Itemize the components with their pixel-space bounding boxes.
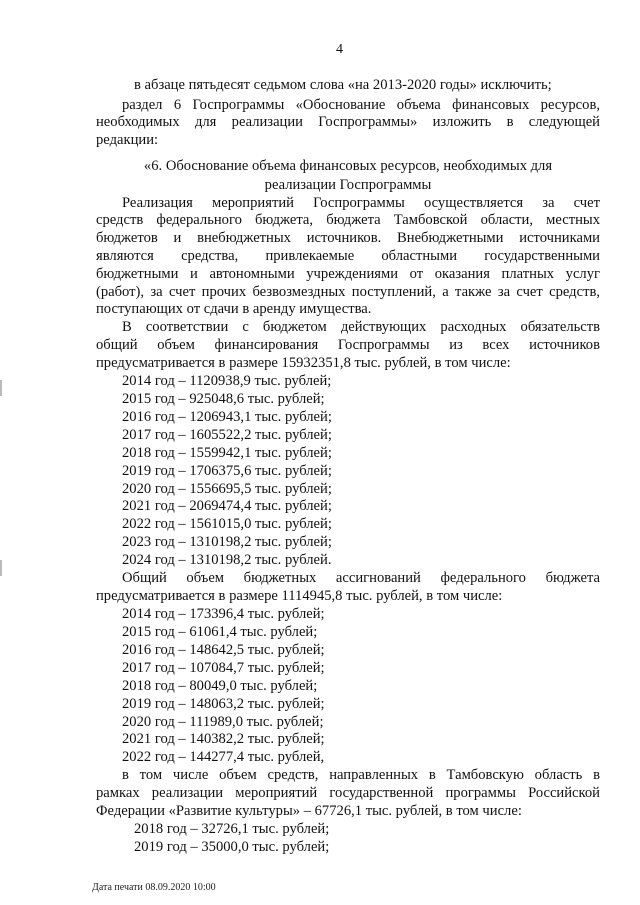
paragraph-line: В соответствии с бюджетом действующих расходных обязательств (122, 319, 600, 335)
year-line: 2023 год – 1310198,2 тыс. рублей; (122, 534, 332, 550)
paragraph-line: (работ), за счет прочих безвозмездных поступлений, а также за счет средств, (96, 284, 600, 300)
paragraph-line: в том числе объем средств, направленных в Тамбовскую область в (122, 767, 600, 783)
year-line: 2019 год – 148063,2 тыс. рублей; (122, 696, 325, 712)
section-title: реализации Госпрограммы (264, 177, 432, 193)
year-line: 2015 год – 61061,4 тыс. рублей; (122, 624, 318, 640)
paragraph-line: являются средства, привлекаемые областными государственными (96, 248, 600, 264)
scan-edge-mark (0, 380, 2, 396)
year-line: 2018 год – 1559942,1 тыс. рублей; (122, 445, 332, 461)
year-line: 2019 год – 35000,0 тыс. рублей; (134, 839, 330, 855)
year-line: 2018 год – 80049,0 тыс. рублей; (122, 678, 318, 694)
year-line: 2021 год – 2069474,4 тыс. рублей; (122, 498, 332, 514)
year-line: 2014 год – 1120938,9 тыс. рублей; (122, 373, 332, 389)
page-number: 4 (336, 42, 343, 57)
section-title: «6. Обоснование объема финансовых ресурсов, необходимых для (143, 158, 553, 174)
intro-line: редакции: (96, 132, 159, 148)
paragraph-line: средств федерального бюджета, бюджета Тамбовской области, местных (96, 212, 600, 228)
paragraph-line: общий объем финансирования Госпрограммы из всех источников (96, 337, 600, 353)
year-line: 2017 год – 107084,7 тыс. рублей; (122, 660, 325, 676)
paragraph-line: Реализация мероприятий Госпрограммы осуществляется за счет (122, 195, 600, 211)
intro-line: в абзаце пятьдесят седьмом слова «на 2013-2020 годы» исключить; (134, 77, 552, 93)
paragraph-line: поступающих от сдачи в аренду имущества. (96, 301, 372, 317)
year-line: 2019 год – 1706375,6 тыс. рублей; (122, 463, 332, 479)
year-line: 2017 год – 1605522,2 тыс. рублей; (122, 427, 332, 443)
year-line: 2020 год – 1556695,5 тыс. рублей; (122, 481, 332, 497)
year-line: 2022 год – 1561015,0 тыс. рублей; (122, 516, 332, 532)
paragraph-line: бюджетными и автономными учреждениями от оказания платных услуг (96, 266, 600, 282)
intro-line: необходимых для реализации Госпрограммы» изложить в следующей (96, 114, 600, 130)
year-line: 2018 год – 32726,1 тыс. рублей; (134, 821, 330, 837)
paragraph-line: предусматривается в размере 15932351,8 тыс. рублей, в том числе: (96, 355, 511, 371)
scan-edge-mark (0, 560, 2, 576)
intro-line: раздел 6 Госпрограммы «Обоснование объема финансовых ресурсов, (122, 97, 600, 113)
year-line: 2015 год – 925048,6 тыс. рублей; (122, 391, 325, 407)
print-date-footer: Дата печати 08.09.2020 10:00 (92, 882, 216, 893)
paragraph-line: предусматривается в размере 1114945,8 тыс. рублей, в том числе: (96, 588, 503, 604)
paragraph-line: бюджетов и внебюджетных источников. Внебюджетными источниками (96, 230, 600, 246)
paragraph-line: рамках реализации мероприятий государственной программы Российской (96, 785, 600, 801)
year-line: 2021 год – 140382,2 тыс. рублей; (122, 731, 325, 747)
paragraph-line: Федерации «Развитие культуры» – 67726,1 тыс. рублей, в том числе: (96, 803, 522, 819)
year-line: 2020 год – 111989,0 тыс. рублей; (122, 714, 324, 730)
year-line: 2024 год – 1310198,2 тыс. рублей. (122, 552, 332, 568)
year-line: 2022 год – 144277,4 тыс. рублей, (122, 749, 325, 765)
year-line: 2016 год – 1206943,1 тыс. рублей; (122, 409, 332, 425)
year-line: 2016 год – 148642,5 тыс. рублей; (122, 642, 325, 658)
paragraph-line: Общий объем бюджетных ассигнований федерального бюджета (122, 570, 600, 586)
year-line: 2014 год – 173396,4 тыс. рублей; (122, 606, 325, 622)
